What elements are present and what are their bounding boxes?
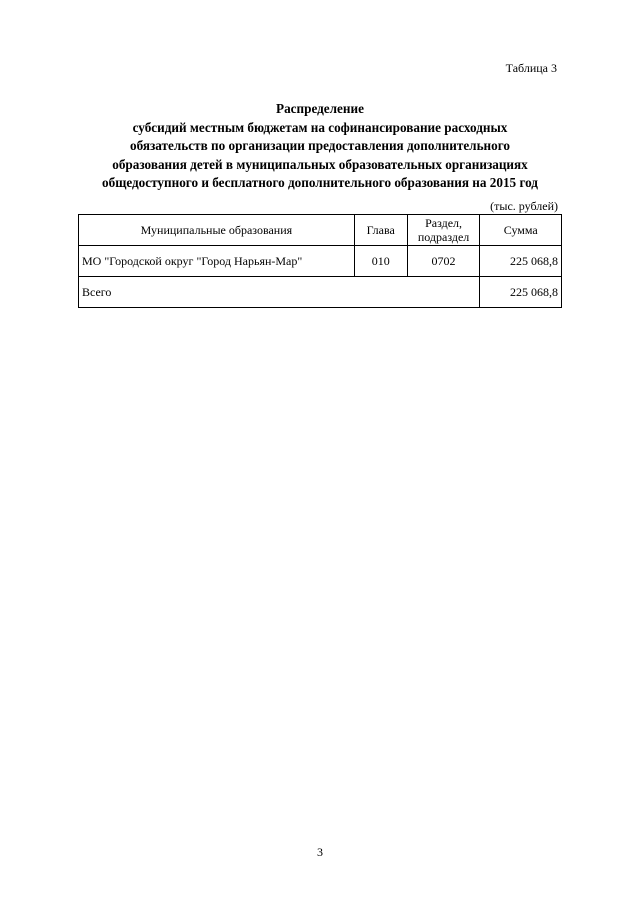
cell-chapter: 010 [354, 246, 407, 277]
cell-municipality: МО "Городской округ "Город Нарьян-Мар" [79, 246, 355, 277]
title-line-2: субсидий местным бюджетам на софинансирование расходных [132, 119, 508, 135]
header-section-line-1: Раздел, [425, 216, 463, 230]
table-row [79, 246, 562, 277]
cell-section: 0702 [407, 246, 480, 277]
table-total-row [79, 277, 562, 308]
subsidy-table [78, 214, 562, 308]
page-number: 3 [317, 845, 323, 859]
table-header-row [79, 215, 562, 246]
units-note: (тыс. рублей) [490, 199, 558, 213]
header-municipality: Муниципальные образования [79, 215, 355, 246]
table-number-label: Таблица 3 [505, 61, 557, 75]
title-line-3: обязательств по организации предоставления дополнительного [130, 138, 510, 153]
document-title [70, 100, 570, 193]
total-label: Всего [79, 277, 480, 308]
title-line-1: Распределение [276, 101, 364, 116]
cell-amount: 225 068,8 [480, 246, 562, 277]
header-section-line-2: подраздел [417, 230, 470, 244]
header-amount: Сумма [480, 215, 562, 246]
title-line-5: общедоступного и бесплатного дополнительного образования на 2015 год [102, 175, 538, 190]
title-line-4: образования детей в муниципальных образовательных организациях [112, 156, 528, 172]
header-chapter: Глава [354, 215, 407, 246]
total-amount: 225 068,8 [480, 277, 562, 308]
header-section [407, 215, 480, 246]
